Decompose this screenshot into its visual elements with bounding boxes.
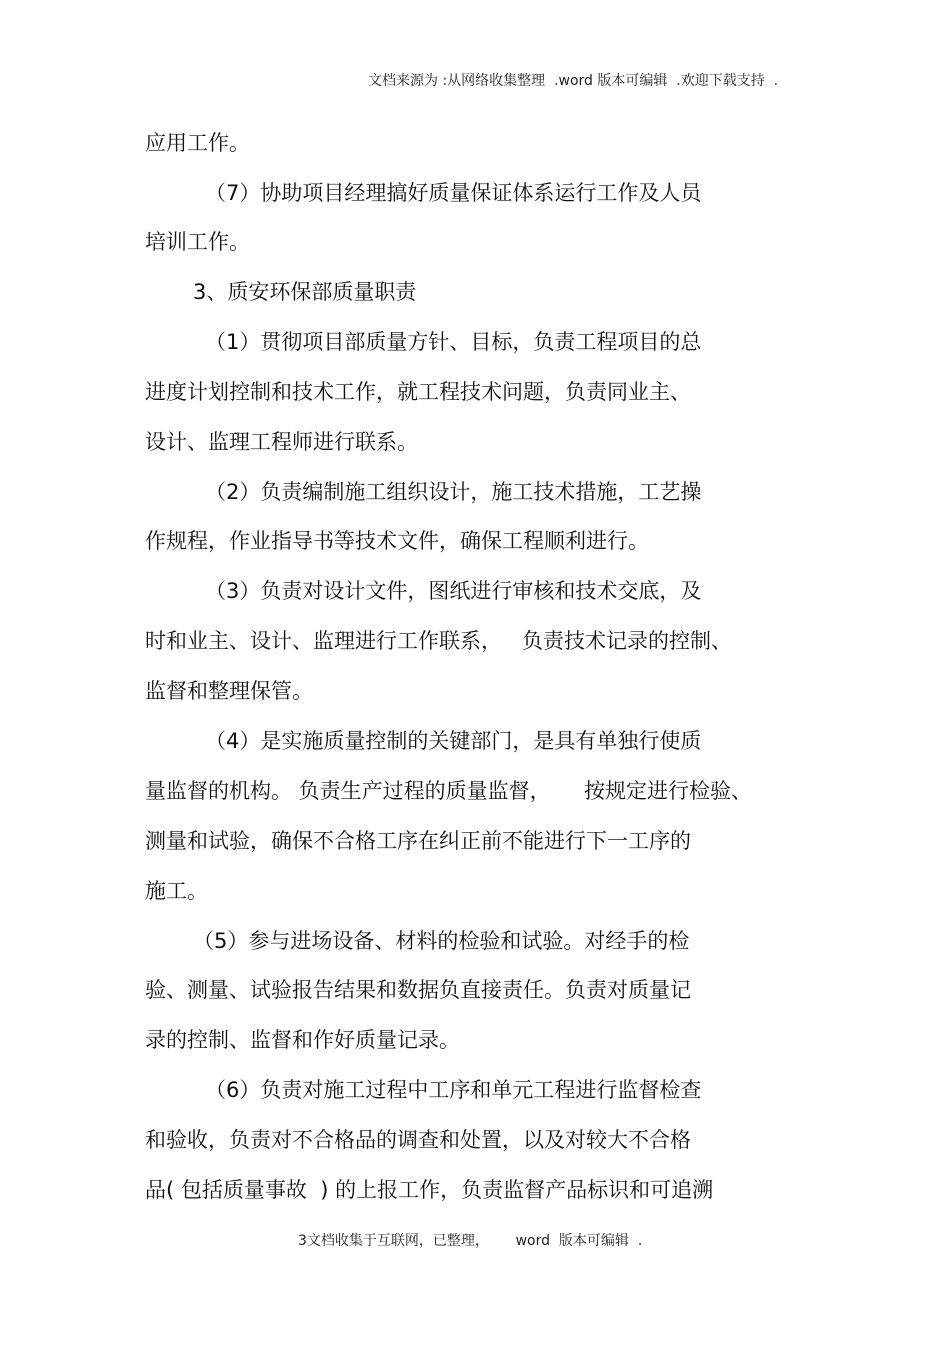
body-line-9: 作规程，作业指导书等技术文件，确保工程顺利进行。 (145, 529, 649, 553)
body-line-2: （7）协助项目经理搞好质量保证体系运行工作及人员 (205, 181, 702, 205)
body-line-10: （3）负责对设计文件，图纸进行审核和技术交底，及 (205, 579, 702, 603)
body-line-13: （4）是实施质量控制的关键部门，是具有单独行使质 (205, 729, 702, 753)
body-line-20: （6）负责对施工过程中工序和单元工程进行监督检查 (205, 1078, 702, 1102)
body-line-17: （5）参与进场设备、材料的检验和试验。对经手的检 (193, 929, 690, 953)
body-line-15: 测量和试验，确保不合格工序在纠正前不能进行下一工序的 (145, 829, 691, 853)
body-line-6: 进度计划控制和技术工作，就工程技术问题，负责同业主、 (145, 380, 691, 404)
body-line-22: 品( 包括质量事故 ) 的上报工作，负责监督产品标识和可追溯 (145, 1178, 714, 1202)
body-line-1: 应用工作。 (145, 131, 250, 155)
body-line-5: （1）贯彻项目部质量方针、目标，负责工程项目的总 (205, 330, 702, 354)
body-line-18: 验、测量、试验报告结果和数据负直接责任。负责对质量记 (145, 978, 691, 1002)
body-line-21: 和验收，负责对不合格品的调查和处置，以及对较大不合格 (145, 1128, 691, 1152)
body-line-3: 培训工作。 (145, 230, 250, 254)
body-line-8: （2）负责编制施工组织设计，施工技术措施，工艺操 (205, 480, 702, 504)
body-line-14: 量监督的机构。 负责生产过程的质量监督， 按规定进行检验、 (145, 779, 753, 803)
body-line-16: 施工。 (145, 879, 208, 903)
body-line-11: 时和业主、设计、监理进行工作联系， 负责技术记录的控制、 (145, 629, 733, 653)
section-heading: 3、质安环保部质量职责 (193, 280, 417, 304)
page-header: 文档来源为 :从网络收集整理 .word 版本可编辑 .欢迎下载支持 . (368, 73, 779, 89)
body-line-19: 录的控制、监督和作好质量记录。 (145, 1028, 460, 1052)
page-footer: 3文档收集于互联网，已整理， word 版本可编辑 . (298, 1233, 643, 1249)
body-line-12: 监督和整理保管。 (145, 679, 313, 703)
body-line-7: 设计、监理工程师进行联系。 (145, 430, 418, 454)
